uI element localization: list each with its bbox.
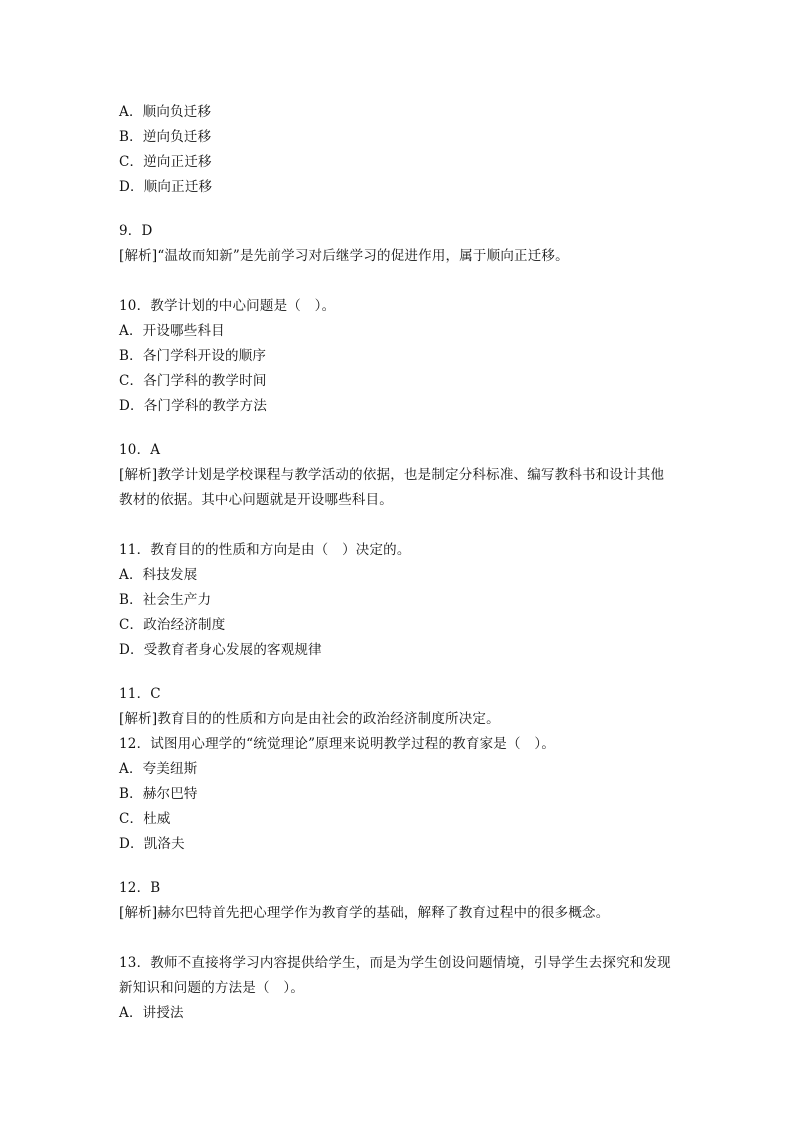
q13-stem-line2: 新知识和问题的方法是（ ）。 (119, 980, 305, 996)
q10-explanation-line1: [解析]教学计划是学校课程与教学活动的依据，也是制定分科标准、编写教科书和设计其他 (119, 467, 665, 483)
q11-explanation: [解析]教育目的的性质和方向是由社会的政治经济制度所决定。 (119, 711, 500, 727)
q12-option-b: B．赫尔巴特 (119, 786, 198, 802)
q9-explanation: [解析]“温故而知新”是先前学习对后继学习的促进作用，属于顺向正迁移。 (119, 248, 569, 264)
q12-option-d: D．凯洛夫 (119, 836, 185, 852)
q10-answer: 10．A (119, 442, 161, 458)
q13-stem-line1: 13．教师不直接将学习内容提供给学生，而是为学生创设问题情境，引导学生去探究和发现 (119, 955, 671, 971)
q9-option-c: C．逆向正迁移 (119, 154, 212, 170)
q10-option-a: A．开设哪些科目 (119, 323, 225, 339)
q9-option-a: A．顺向负迁移 (119, 104, 212, 120)
q10-option-c: C．各门学科的教学时间 (119, 373, 267, 389)
q11-answer: 11．C (119, 686, 161, 702)
q9-option-d: D．顺向正迁移 (119, 179, 213, 195)
q13-option-a: A．讲授法 (119, 1005, 184, 1021)
q12-stem: 12．试图用心理学的“统觉理论”原理来说明教学过程的教育家是（ ）。 (119, 736, 556, 752)
q10-option-b: B．各门学科开设的顺序 (119, 348, 267, 364)
q10-explanation-line2: 教材的依据。其中心问题就是开设哪些科目。 (119, 492, 393, 508)
q11-option-a: A．科技发展 (119, 567, 198, 583)
q12-option-a: A．夸美纽斯 (119, 761, 198, 777)
q12-answer: 12．B (119, 880, 161, 896)
q10-stem: 10．教学计划的中心问题是（ ）。 (119, 298, 336, 314)
q9-answer: 9．D (119, 223, 153, 239)
q12-explanation: [解析]赫尔巴特首先把心理学作为教育学的基础，解释了教育过程中的很多概念。 (119, 905, 610, 921)
q11-stem: 11．教育目的的性质和方向是由（ ）决定的。 (119, 542, 411, 558)
q9-option-b: B．逆向负迁移 (119, 129, 212, 145)
q10-option-d: D．各门学科的教学方法 (119, 398, 268, 414)
q11-option-b: B．社会生产力 (119, 592, 212, 608)
q11-option-c: C．政治经济制度 (119, 617, 226, 633)
q11-option-d: D．受教育者身心发展的客观规律 (119, 642, 322, 658)
q12-option-c: C．杜威 (119, 811, 171, 827)
